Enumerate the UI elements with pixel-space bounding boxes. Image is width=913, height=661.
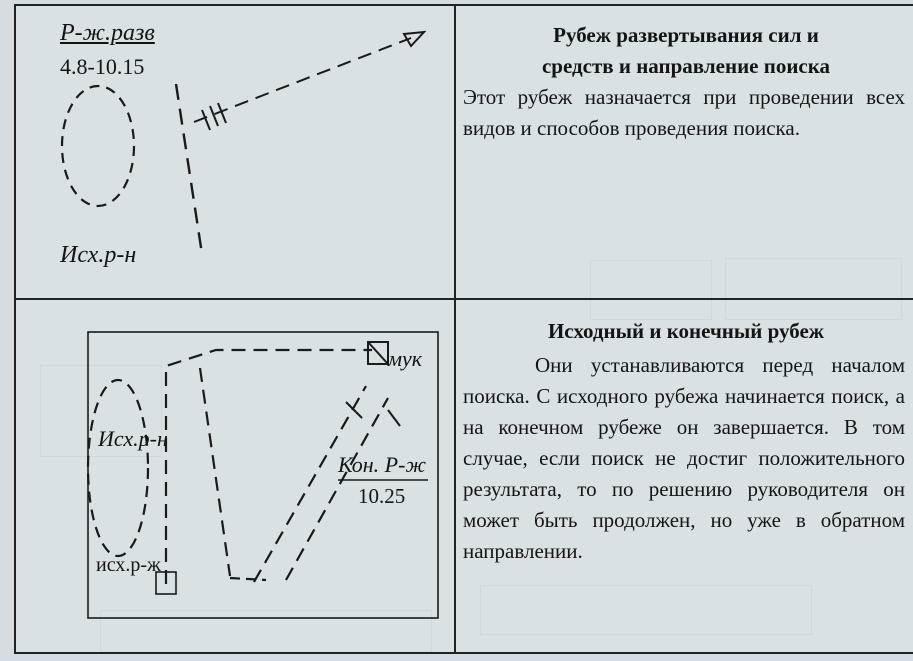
muk-label: мук bbox=[388, 346, 423, 371]
muk-diagonal bbox=[368, 342, 388, 364]
title-line: средств и направление поиска bbox=[541, 54, 831, 78]
symbol-table bbox=[14, 4, 913, 654]
start-area-label: Исх.р-н bbox=[60, 242, 137, 268]
search-path bbox=[200, 368, 230, 576]
start-area-ellipse bbox=[88, 380, 148, 556]
deployment-line-label: Р-ж.разв bbox=[60, 20, 155, 46]
tick-mark bbox=[388, 410, 400, 426]
cell-text: Этот рубеж назначается при проведении всех видов и способов проведения поиска. bbox=[463, 85, 905, 140]
end-time-label: 10.25 bbox=[358, 484, 406, 508]
title-line: Рубеж развертывания сил и bbox=[553, 23, 819, 47]
end-line-label: Кон. Р-ж bbox=[338, 452, 426, 477]
search-path bbox=[254, 386, 366, 582]
cell-title bbox=[466, 20, 906, 82]
cell-text: Они устанавливаются перед началом поиска. С исходного рубежа начинается поиск, а на конечном рубеже он завершается. В том случае, если поиск не достиг положительного результата, то по решению руководителя он может быть продолжен, но уже в обратном направлении. bbox=[463, 353, 905, 563]
tick-mark bbox=[346, 402, 362, 418]
start-end-diagram bbox=[16, 6, 456, 652]
deployment-time-label: 4.8-10.15 bbox=[60, 54, 145, 79]
start-area-label: Исх.р-н bbox=[98, 426, 168, 451]
search-path bbox=[230, 578, 266, 580]
cell-title: Исходный и конечный рубеж bbox=[547, 319, 825, 343]
start-line-label: исх.р-ж bbox=[96, 554, 161, 576]
